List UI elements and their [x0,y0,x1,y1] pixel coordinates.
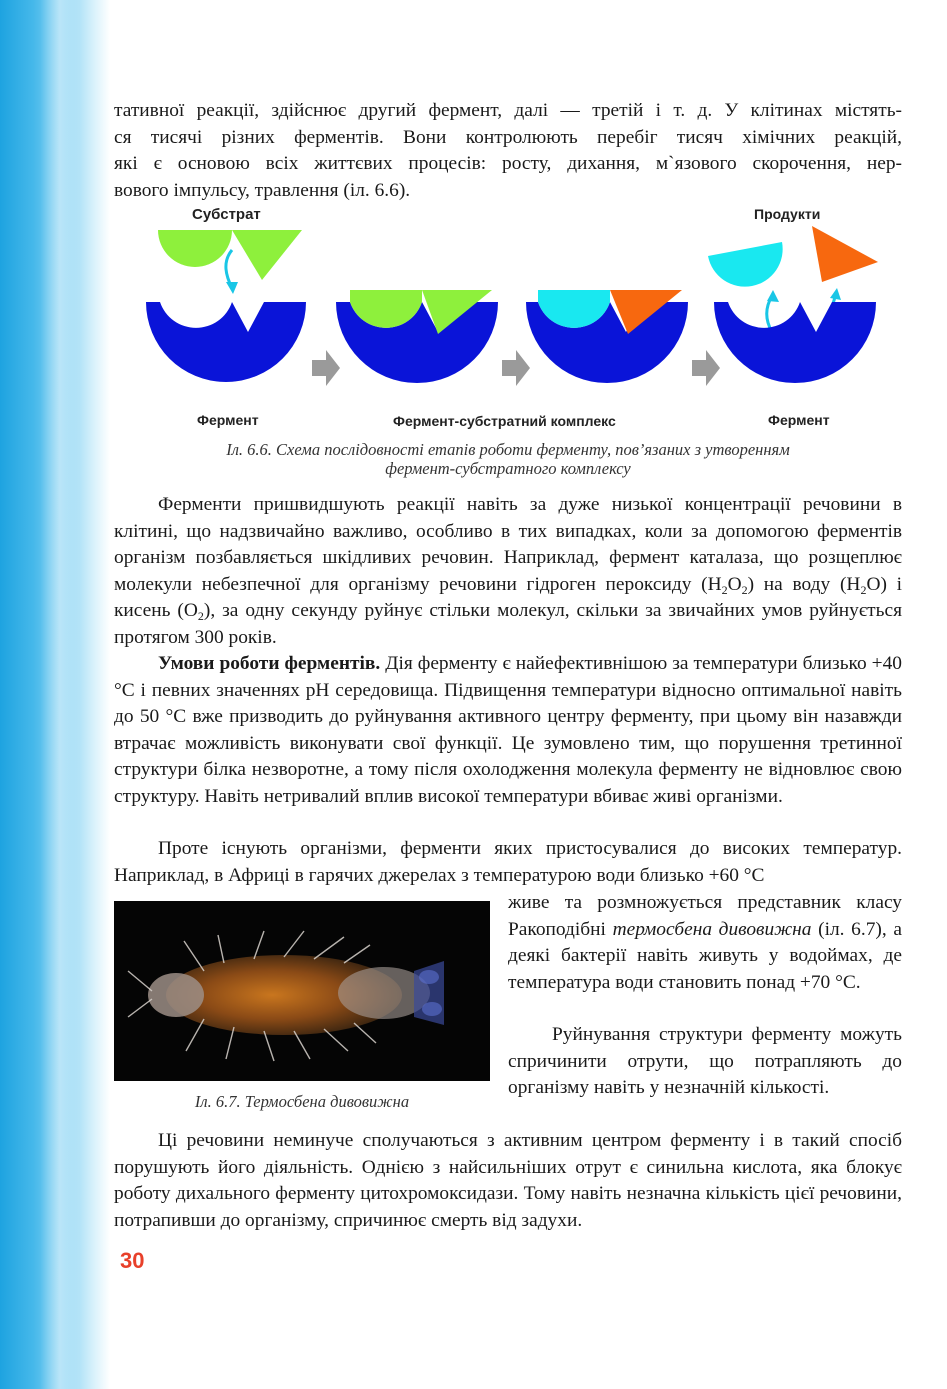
enzyme-label-left: Фермент [197,412,259,428]
section-heading: Умови роботи ферментів. [158,653,381,674]
text: Дія ферменту є найефективнішою за температури близько +40 °C і певних значеннях pH середовища. Підвищення температури відносно оптимальної навіть до 50 °C вже призводить до руйнування активного центру ферменту, при цьому він назавжди втрачає можливість виконувати свої функції. Це зумовлено тим, що порушення третинної структури білка незворотне, а тому після охолодження молекула ферменту не відновлює свою структуру. Навіть нетривалий вплив високої температури вбиває живі організми. [114,653,902,807]
text: ) на воду (H [747,573,861,595]
caption-line: фермент-субстратного комплексу [385,459,631,478]
text: живе та розмножується представник класу Ракоподібні [508,892,902,940]
substrate-semicircle [158,230,232,267]
product-semicircle [708,242,783,287]
wrap-paragraph-species [508,890,902,996]
substrate-triangle [232,230,302,280]
text: ), за одну секунду руйнує стільки молекул, скільки за звичайних умов руйнується протягом 300 років. [114,600,902,648]
step-arrow [692,350,720,386]
paragraph-catalase [114,492,902,652]
subscript: 2 [197,609,204,624]
text: O) і кисень (O [114,573,903,622]
text: (іл. 6.7), а деякі бактерії навіть живуть у водоймах, де температура води становить понад +70 °C. [508,918,902,993]
paragraph-thermophiles: Проте існують організми, ферменти яких пристосувалися до високих температур. Наприклад, в Африці в гарячих джерелах з температурою води близько +60 °C [114,838,902,886]
enzyme-label-right: Фермент [768,412,830,428]
enzyme-shape [714,302,876,383]
line: ся тисячі різних ферментів. Вони контролюють перебіг тисяч хімічних реакцій, [114,126,902,148]
subscript: 2 [860,582,867,597]
decorative-side-streak [40,0,80,1389]
product-triangle [812,226,878,282]
products-label: Продукти [754,206,821,222]
line: вового імпульсу, травлення (іл. 6.6). [114,179,411,201]
figure-6-7-caption: Іл. 6.7. Термосбена дивовижна [194,1092,410,1111]
thermosbaena-photo [114,901,490,1081]
paragraph-conditions [114,651,902,811]
line: тативної реакції, здійснює другий фермент, далі — третій і т. д. У клітинах містять- [114,100,902,121]
line: які є основою всіх життєвих процесів: росту, дихання, м`язового скорочення, нер- [114,153,902,175]
subscript: 2 [741,582,748,597]
step-arrow [312,350,340,386]
paragraph-cyanide: Ці речовини неминуче сполучаються з активним центром ферменту і в такий спосіб порушують його діяльність. Однією з найсильніших отрут є синильна кислота, яка блокує роботу дихального ферменту цитохромоксидази. Тому навіть незначна кількість цієї речовини, потрапивши до організму, спричинює смерть від задухи. [114,1130,902,1231]
subscript: 2 [721,582,728,597]
text: O [727,573,742,595]
enzyme-diagram [140,222,890,412]
species-name: термосбена дивовижна [612,918,812,940]
caption-line: Іл. 6.6. Схема послідовності етапів роботи ферменту, пов’язаних з утворенням [226,440,790,459]
crustacean-illustration [114,901,490,1081]
release-arrow [767,296,772,332]
wrap-paragraph-poisons: Руйнування структури ферменту можуть спричинити отрути, що потрапляють до організму навіть у незначній кількості. [508,1024,902,1099]
complex-label: Фермент-субстратний комплекс [393,413,616,429]
substrate-label: Субстрат [192,206,261,223]
substrate-semicircle [350,290,422,302]
product-semicircle [538,290,610,302]
page-number: 30 [120,1248,145,1273]
text: Ферменти пришвидшують реакції навіть за дуже низької концентрації речовини в клітині, що надзвичайно важливо, особливо в тих випадках, коли за допомогою ферментів організм позбавляється шкідливих речовин. Наприклад, фермент каталаза, що розщеплює молекули небезпечної для організму речовини гідроген пероксиду (H [114,494,902,595]
enzyme-shape [146,302,306,382]
step-arrow [502,350,530,386]
figure-6-6-caption [114,440,902,478]
paragraph-top [114,98,902,204]
